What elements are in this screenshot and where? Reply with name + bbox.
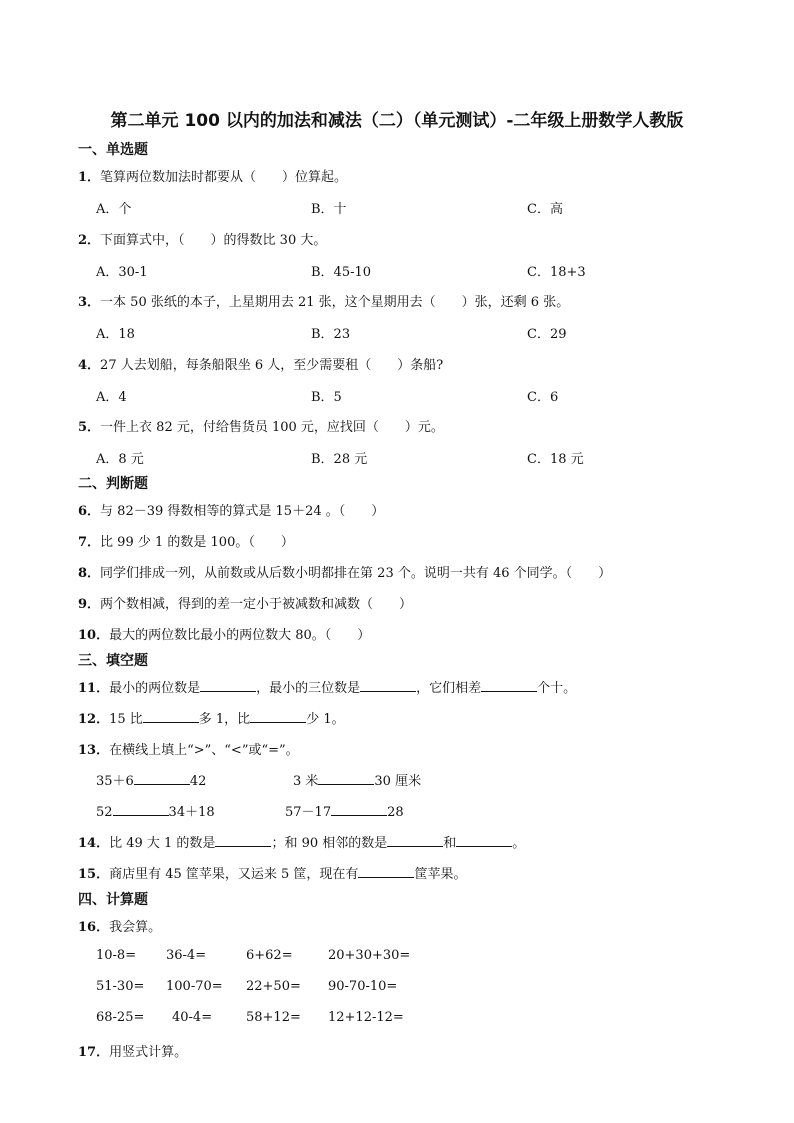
- answer-blank[interactable]: [250, 710, 306, 723]
- question-text: 同学们排成一列，从前数或从后数小明都排在第 23 个。说明一共有 46 个同学。（ ）: [100, 566, 612, 581]
- question-text: 比 99 少 1 的数是 100。（ ）: [100, 535, 294, 550]
- option-c: C．18 元: [527, 452, 584, 467]
- question-text: 比 49 大 1 的数是: [109, 836, 216, 851]
- compare-left: 35＋6: [96, 774, 134, 789]
- compare-left: 57－17: [285, 805, 332, 820]
- question-5: [78, 416, 444, 435]
- question-16: [78, 916, 161, 935]
- question-number: 9．: [78, 597, 101, 612]
- calc-item: 12+12-12=: [328, 1010, 404, 1025]
- calc-item: 58+12=: [246, 1010, 301, 1025]
- question-4: [78, 354, 443, 373]
- question-7: [78, 531, 294, 550]
- question-text: 一件上衣 82 元，付给售货员 100 元，应找回（ ）元。: [100, 420, 444, 435]
- question-text: 少 1。: [306, 712, 345, 727]
- option-a: A．30-1: [96, 265, 148, 280]
- section-heading-judge: 二、判断题: [78, 476, 148, 492]
- compare-right: 34＋18: [168, 805, 215, 820]
- option-c: C．18+3: [527, 265, 586, 280]
- question-12: [78, 708, 345, 727]
- compare-left: 3 米: [293, 774, 319, 789]
- calc-item: 20+30+30=: [328, 948, 411, 963]
- question-text: 在横线上填上“>”、“<”或“=”。: [109, 743, 299, 758]
- question-number: 16．: [78, 920, 110, 935]
- calc-item: 22+50=: [246, 979, 301, 994]
- question-number: 13．: [78, 743, 110, 758]
- compare-item: [96, 801, 215, 820]
- question-6: [78, 500, 384, 519]
- option-a: A．个: [96, 202, 132, 217]
- option-a: A．8 元: [96, 452, 144, 467]
- answer-blank[interactable]: [456, 834, 512, 847]
- option-a: A．4: [96, 390, 127, 405]
- question-text: 用竖式计算。: [109, 1045, 188, 1060]
- option-b: B．45-10: [311, 265, 372, 280]
- question-number: 10．: [78, 628, 110, 643]
- section-heading-fill: 三、填空题: [78, 653, 148, 669]
- question-17: [78, 1041, 187, 1060]
- question-text: 与 82－39 得数相等的算式是 15＋24 。（ ）: [100, 504, 385, 519]
- compare-item: [285, 801, 404, 820]
- question-number: 2．: [78, 233, 101, 248]
- calc-item: 40-4=: [172, 1010, 213, 1025]
- option-a: A．18: [96, 327, 135, 342]
- option-c: C．6: [527, 390, 559, 405]
- compare-right: 30 厘米: [374, 774, 422, 789]
- section-heading-single-choice: 一、单选题: [78, 142, 148, 158]
- compare-left: 52: [96, 805, 113, 820]
- question-text: 。: [512, 836, 526, 851]
- option-b: B．28 元: [311, 452, 368, 467]
- calc-item: 68-25=: [96, 1010, 145, 1025]
- calc-item: 36-4=: [166, 948, 207, 963]
- question-text: 商店里有 45 筐苹果，又运来 5 筐，现在有: [109, 867, 359, 882]
- answer-blank[interactable]: [318, 772, 374, 785]
- question-9: [78, 593, 412, 612]
- calc-item: 100-70=: [166, 979, 223, 994]
- question-text: 最大的两位数比最小的两位数大 80。（ ）: [109, 628, 371, 643]
- option-b: B．十: [311, 202, 347, 217]
- question-number: 1．: [78, 170, 101, 185]
- question-text: 最小的两位数是: [109, 681, 201, 696]
- compare-item: [96, 770, 206, 789]
- question-text: 下面算式中，（ ）的得数比 30 大。: [100, 233, 327, 248]
- answer-blank[interactable]: [481, 679, 537, 692]
- question-number: 8．: [78, 566, 101, 581]
- question-3: [78, 291, 569, 310]
- answer-blank[interactable]: [358, 865, 414, 878]
- question-11: [78, 677, 576, 696]
- answer-blank[interactable]: [387, 834, 443, 847]
- question-number: 11．: [78, 681, 110, 696]
- question-text: 一本 50 张纸的本子，上星期用去 21 张，这个星期用去（ ）张，还剩 6 张。: [100, 295, 570, 310]
- question-number: 5．: [78, 420, 101, 435]
- question-text: 27 人去划船，每条船限坐 6 人，至少需要租（ ）条船?: [100, 358, 444, 373]
- compare-item: [293, 770, 421, 789]
- calc-item: 10-8=: [96, 948, 137, 963]
- question-text: 和: [443, 836, 457, 851]
- answer-blank[interactable]: [143, 710, 199, 723]
- question-number: 7．: [78, 535, 101, 550]
- answer-blank[interactable]: [200, 679, 256, 692]
- question-text: 筐苹果。: [414, 867, 467, 882]
- option-c: C．高: [527, 202, 563, 217]
- calc-item: 6+62=: [246, 948, 293, 963]
- question-1: [78, 166, 347, 185]
- question-15: [78, 863, 466, 882]
- option-c: C．29: [527, 327, 567, 342]
- answer-blank[interactable]: [215, 834, 271, 847]
- question-text: 笔算两位数加法时都要从（ ）位算起。: [100, 170, 348, 185]
- compare-right: 28: [387, 805, 404, 820]
- section-heading-calc: 四、计算题: [78, 892, 148, 908]
- answer-blank[interactable]: [113, 803, 169, 816]
- question-number: 3．: [78, 295, 101, 310]
- question-text: ；和 90 相邻的数是: [271, 836, 388, 851]
- question-10: [78, 624, 370, 643]
- question-14: [78, 832, 525, 851]
- calc-item: 51-30=: [96, 979, 145, 994]
- question-number: 6．: [78, 504, 101, 519]
- question-text: 我会算。: [109, 920, 162, 935]
- question-text: ，它们相差: [416, 681, 482, 696]
- answer-blank[interactable]: [360, 679, 416, 692]
- option-b: B．5: [311, 390, 342, 405]
- compare-right: 42: [189, 774, 207, 789]
- question-text: 多 1，比: [198, 712, 251, 727]
- option-b: B．23: [311, 327, 351, 342]
- question-text: 个十。: [537, 681, 577, 696]
- calc-item: 90-70-10=: [328, 979, 398, 994]
- question-2: [78, 229, 326, 248]
- question-number: 4．: [78, 358, 101, 373]
- answer-blank[interactable]: [331, 803, 387, 816]
- question-number: 17．: [78, 1045, 110, 1060]
- question-text: 15 比: [109, 712, 143, 727]
- answer-blank[interactable]: [134, 772, 190, 785]
- question-8: [78, 562, 611, 581]
- page-title: 第二单元 100 以内的加法和减法（二）（单元测试）-二年级上册数学人教版: [110, 111, 684, 131]
- question-number: 14．: [78, 836, 110, 851]
- question-text: ，最小的三位数是: [256, 681, 361, 696]
- question-number: 15．: [78, 867, 110, 882]
- question-13: [78, 739, 299, 758]
- question-text: 两个数相减，得到的差一定小于被减数和减数（ ）: [100, 597, 413, 612]
- question-number: 12．: [78, 712, 110, 727]
